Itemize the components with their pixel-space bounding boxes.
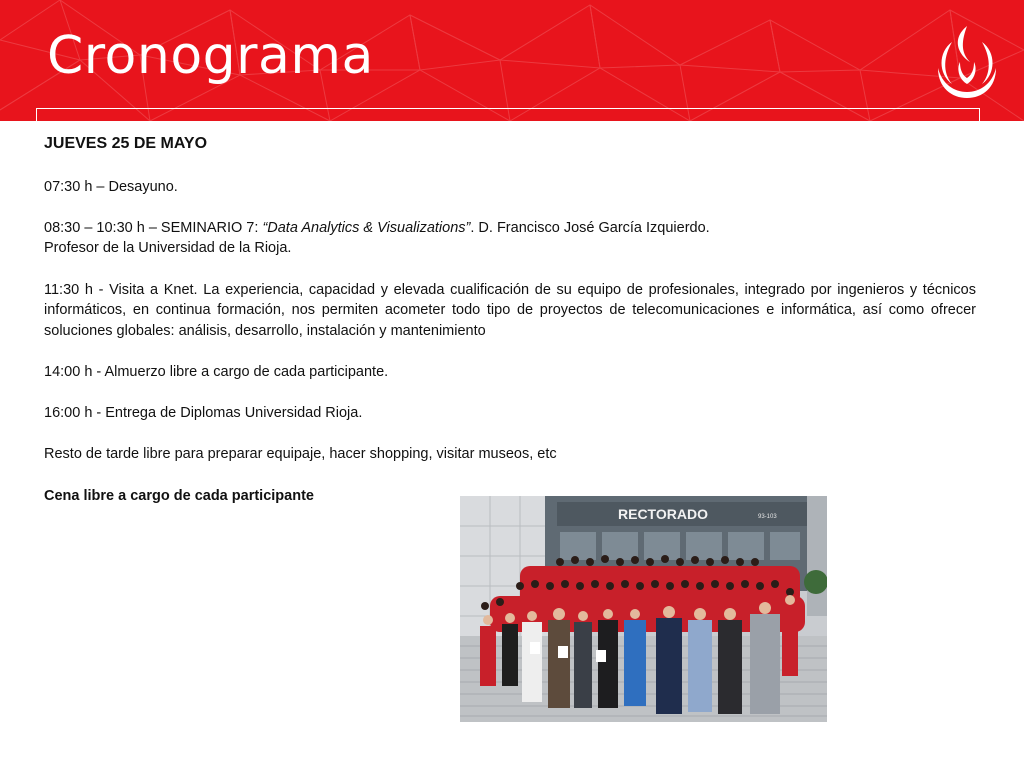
schedule-item-breakfast: 07:30 h – Desayuno. [44,178,178,195]
header-banner [0,0,1024,121]
header-divider [36,108,980,121]
seminar-time: 08:30 – 10:30 h – SEMINARIO 7: [44,219,263,236]
schedule-item-free-afternoon: Resto de tarde libre para preparar equipaje, hacer shopping, visitar museos, etc [44,446,557,463]
schedule-day-heading: JUEVES 25 DE MAYO [44,135,208,152]
university-flame-logo-icon [930,22,1004,102]
building-number: 93-103 [758,514,777,520]
schedule-item-knet-visit: 11:30 h - Visita a Knet. La experiencia, capacidad y elevada cualificación de su equipo de profesionales, integrado por ingenieros y técnicos informáticos, en continua formación, nos permiten acometer todo tipo de proyectos de telecomunicaciones e informática, así como ofrecer soluciones globales: análisis, desarrollo, instalación y mantenimiento [44,281,976,339]
group-photo-illustration [460,496,827,722]
page-title: Cronograma [47,26,374,86]
seminar-speaker: . D. Francisco José García Izquierdo. [470,219,710,236]
schedule-content [44,134,976,527]
schedule-item-lunch: 14:00 h - Almuerzo libre a cargo de cada participante. [44,363,389,380]
group-photo [460,496,827,722]
schedule-item-diplomas: 16:00 h - Entrega de Diplomas Universidad Rioja. [44,405,363,422]
seminar-affiliation: Profesor de la Universidad de la Rioja. [44,240,292,257]
schedule-item-seminar [44,218,976,259]
seminar-title: “Data Analytics & Visualizations” [262,219,471,236]
building-sign: RECTORADO [618,506,708,522]
schedule-item-dinner: Cena libre a cargo de cada participante [44,487,314,504]
